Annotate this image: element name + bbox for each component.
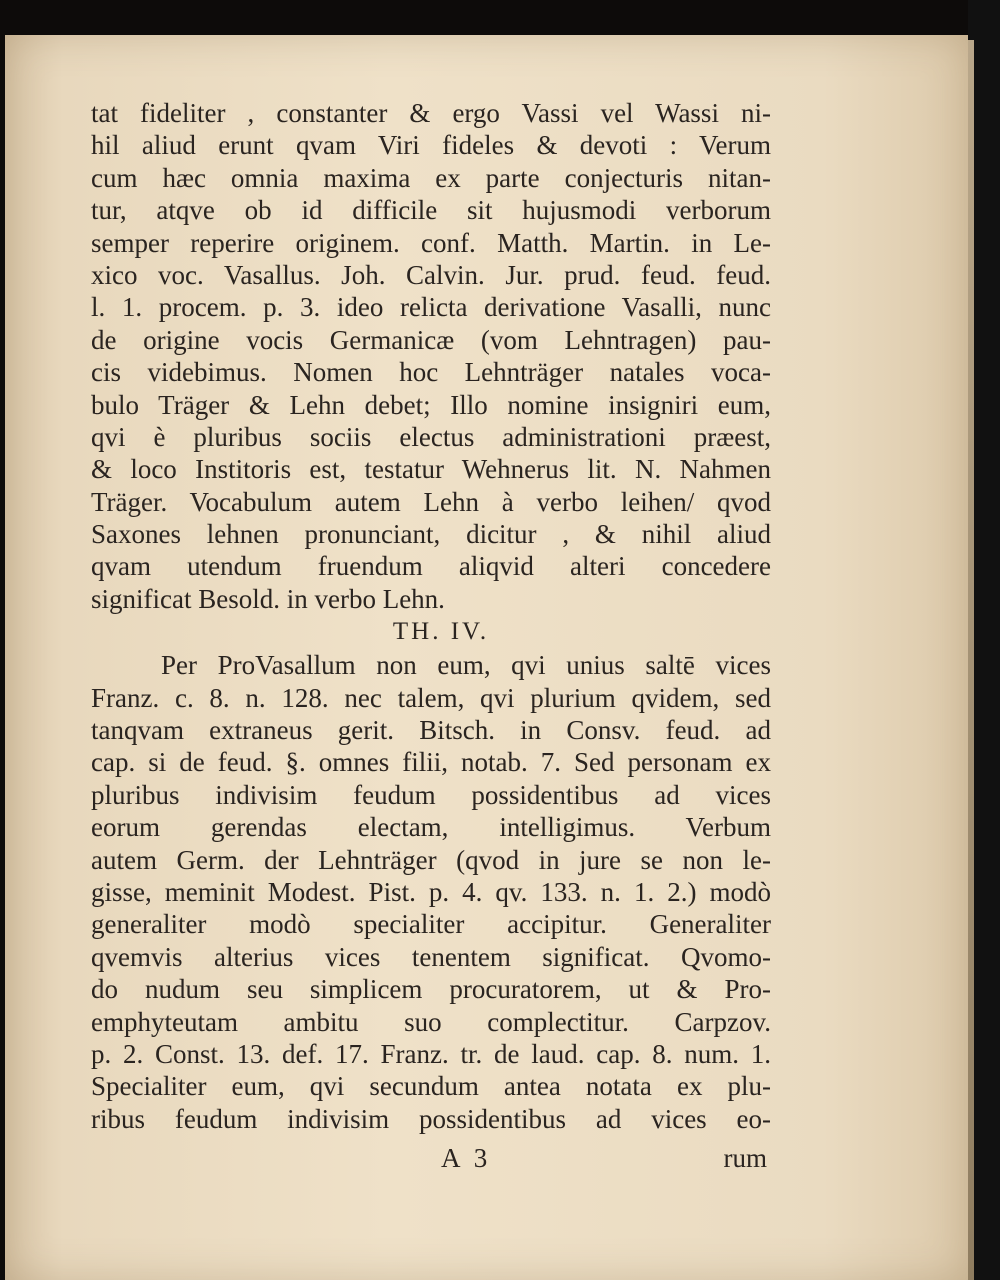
paragraph-2: [91, 649, 771, 1135]
signature-mark: A 3: [441, 1143, 492, 1173]
page-edge: [968, 40, 974, 1280]
text-line: semper reperire originem. conf. Matth. Martin. in Le-: [91, 227, 771, 258]
text-line: l. 1. procem. p. 3. ideo relicta derivatione Vasalli, nunc: [91, 292, 771, 323]
text-line: Franz. c. 8. n. 128. nec talem, qvi plurium qvidem, sed: [91, 682, 771, 713]
section-heading: TH. IV.: [392, 618, 490, 646]
page-text: [91, 97, 771, 1135]
text-line: eorum gerendas electam, intelligimus. Verbum: [91, 812, 771, 843]
text-line: do nudum seu simplicem procuratorem, ut & Pro-: [91, 974, 771, 1005]
text-line: hil aliud erunt qvam Viri fideles & devoti : Verum: [91, 130, 771, 161]
text-line: p. 2. Const. 13. def. 17. Franz. tr. de laud. cap. 8. num. 1.: [91, 1038, 771, 1069]
paragraph-1: [91, 97, 771, 615]
text-line: emphyteutam ambitu suo complectitur. Carpzov.: [91, 1006, 771, 1037]
text-line: qvi è pluribus sociis electus administrationi præest,: [91, 421, 771, 452]
text-line: Saxones lehnen pronunciant, dicitur , & nihil aliud: [91, 519, 771, 550]
text-line: tur, atqve ob id difficile sit hujusmodi verborum: [91, 195, 771, 226]
text-line: significat Besold. in verbo Lehn.: [91, 583, 445, 614]
text-line: & loco Institoris est, testatur Wehnerus lit. N. Nahmen: [91, 454, 771, 485]
text-line: Per ProVasallum non eum, qvi unius saltē vices: [161, 650, 771, 681]
text-line: qvemvis alterius vices tenentem significat. Qvomo-: [91, 941, 771, 972]
text-line: de origine vocis Germanicæ (vom Lehntragen) pau-: [91, 324, 771, 355]
text-line: qvam utendum fruendum aliqvid alteri concedere: [91, 551, 771, 582]
text-line: tat fideliter , constanter & ergo Vassi vel Wassi ni-: [91, 98, 771, 128]
text-line: cap. si de feud. §. omnes filii, notab. 7. Sed personam ex: [91, 747, 771, 778]
catchword: rum: [723, 1143, 767, 1173]
text-line: gisse, meminit Modest. Pist. p. 4. qv. 133. n. 1. 2.) modò: [91, 876, 771, 907]
text-line: xico voc. Vasallus. Joh. Calvin. Jur. prud. feud. feud.: [91, 259, 771, 290]
text-line: bulo Träger & Lehn debet; Illo nomine insigniri eum,: [91, 389, 771, 420]
text-line: autem Germ. der Lehnträger (qvod in jure se non le-: [91, 844, 771, 875]
page-footer: [91, 1143, 771, 1177]
text-line: Träger. Vocabulum autem Lehn à verbo leihen/ qvod: [91, 486, 771, 517]
text-line: tanqvam extraneus gerit. Bitsch. in Consv. feud. ad: [91, 715, 771, 746]
text-line: cis videbimus. Nomen hoc Lehnträger natales voca-: [91, 357, 771, 388]
text-line: Specialiter eum, qvi secundum antea notata ex plu-: [91, 1071, 771, 1102]
text-line: pluribus indivisim feudum possidentibus ad vices: [91, 779, 771, 810]
text-line: cum hæc omnia maxima ex parte conjecturis nitan-: [91, 162, 771, 193]
text-line: ribus feudum indivisim possidentibus ad vices eo-: [91, 1103, 771, 1134]
text-line: generaliter modò specialiter accipitur. Generaliter: [91, 909, 771, 940]
book-page: [5, 35, 968, 1280]
